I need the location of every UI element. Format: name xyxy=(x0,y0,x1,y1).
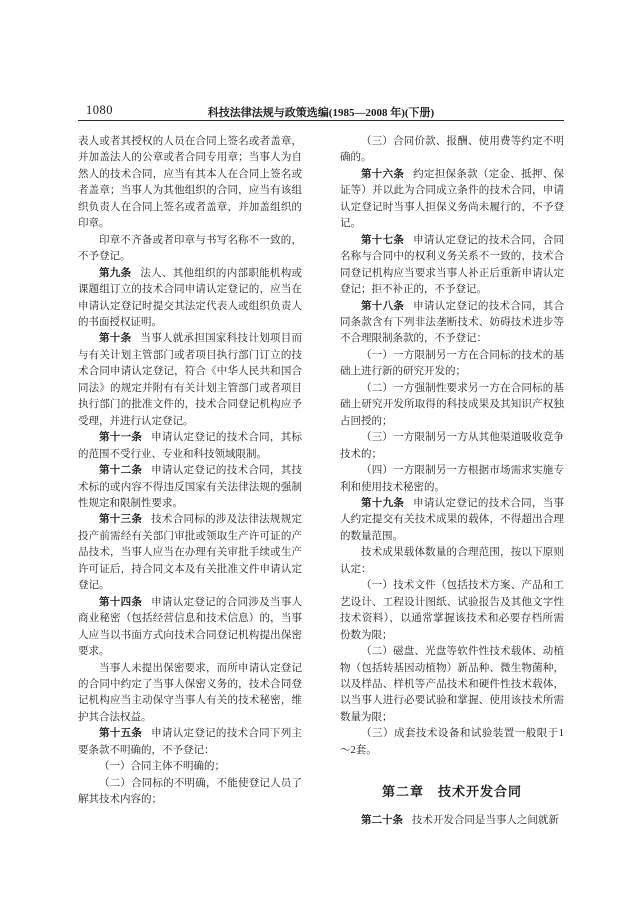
article-paragraph: 第十七条 申请认定登记的技术合同，合同名称与合同中的权利义务关系不一致的，技术合同登记机构应当要求当事人补正后重新申请认定登记；拒不补正的，不予登记。 xyxy=(340,234,565,296)
body-paragraph: 印章不齐备或者印章与书写名称不一致的，不予登记。 xyxy=(78,234,302,263)
body-paragraph: （一）合同主体不明确的； xyxy=(99,761,225,773)
left-text-column xyxy=(78,134,302,810)
article-number: 第十一条 xyxy=(99,432,143,444)
page-number: 1080 xyxy=(86,103,113,117)
article-number: 第十二条 xyxy=(99,465,143,477)
running-header xyxy=(78,103,564,121)
body-paragraph: （二）合同标的不明确，不能使登记人员了解其技术内容的； xyxy=(78,777,302,806)
article-paragraph: 第九条 法人、其他组织的内部职能机构或课题组订立的技术合同申请认定登记的，应当在申请认定登记时提交其法定代表人或组织负责人的书面授权证明。 xyxy=(78,267,303,328)
body-paragraph: 当事人未提出保密要求，而所申请认定登记的合同中约定了当事人保密义务的，技术合同登记机构应当主动保守当事人有关的技术秘密，维护其合法权益。 xyxy=(78,662,302,723)
article-paragraph: 第十一条 申请认定登记的技术合同，其标的范围不受行业、专业和科技领域限制。 xyxy=(78,432,303,460)
article-number: 第十六条 xyxy=(361,168,405,180)
body-paragraph: （一）技术文件（包括技术方案、产品和工艺设计、工程设计图纸、试验报告及其他文字性技术资料），以通常掌握该技术和必要存档所需份数为限； xyxy=(340,580,564,641)
body-paragraph: 技术成果载体数量的合理范围，按以下原则认定： xyxy=(340,547,564,575)
body-paragraph: （三）一方限制另一方从其他渠道吸收竞争技术的； xyxy=(340,432,564,460)
body-paragraph: （二）一方强制性要求另一方在合同标的基础上研究开发所取得的科技成果及其知识产权独占回授的； xyxy=(340,382,564,427)
book-title: 科技法律法规与政策选编(1985—2008 年)(下册) xyxy=(207,107,435,119)
article-number: 第二十条 xyxy=(361,815,403,827)
article-paragraph: 第十五条 申请认定登记的技术合同下列主要条款不明确的，不予登记： xyxy=(78,728,303,756)
article-number: 第十条 xyxy=(99,333,132,345)
body-paragraph: （三）合同价款、报酬、使用费等约定不明确的。 xyxy=(340,136,564,164)
body-paragraph: （三）成套技术设备和试验装置一般限于1～2套。 xyxy=(340,728,564,756)
article-paragraph: 第十二条 申请认定登记的技术合同，其技术标的或内容不得违反国家有关法律法规的强制性规定和限制性要求。 xyxy=(78,465,303,509)
article-paragraph: 第十八条 申请认定登记的技术合同，其合同条款含有下列非法垄断技术、妨碍技术进步等不合理限制条款的，不予登记： xyxy=(340,300,565,345)
right-text-column xyxy=(340,134,565,827)
text-columns xyxy=(78,134,565,827)
article-paragraph: 第十三条 技术合同标的涉及法律法规规定投产前需经有关部门审批或领取生产许可证的产品技术，当事人应当在办理有关审批手续或生产许可证后，持合同文本及有关批准文件申请认定登记。 xyxy=(78,514,303,592)
article-number: 第十四条 xyxy=(99,596,143,608)
body-paragraph: （二）磁盘、光盘等软件性技术载体、动植物（包括转基因动植物）新品种、微生物菌种，以及样品、样机等产品技术和硬件性技术载体，以当事人进行必要试验和掌握、使用该技术所需数量为限； xyxy=(340,646,564,723)
article-paragraph: 第十六条 约定担保条款（定金、抵押、保证等）并以此为合同成立条件的技术合同，申请认定登记时当事人担保义务尚未履行的，不予登记。 xyxy=(340,168,565,230)
chapter-heading: 第二章 技术开发合同 xyxy=(381,784,522,800)
article-number: 第十八条 xyxy=(361,300,405,312)
article-number: 第十九条 xyxy=(361,497,405,509)
article-paragraph: 第十九条 申请认定登记的技术合同，当事人约定提交有关技术成果的载体，不得超出合理的数量范围。 xyxy=(340,497,565,542)
article-number: 第十七条 xyxy=(361,234,405,246)
article-number: 第十三条 xyxy=(99,514,143,526)
article-number: 第九条 xyxy=(99,267,132,279)
article-paragraph: 第十条 当事人就承担国家科技计划项目而与有关计划主管部门或者项目执行部门订立的技术合同申请认定登记，符合《中华人民共和国合同法》的规定并附有有关计划主管部门或者项目执行部门的批准文件的，技术合同登记机构应予受理，并进行认定登记。 xyxy=(78,333,303,427)
article-paragraph: 第十四条 申请认定登记的合同涉及当事人商业秘密（包括经营信息和技术信息）的，当事人应当以书面方式向技术合同登记机构提出保密要求。 xyxy=(78,596,303,658)
body-paragraph: （一）一方限制另一方在合同标的技术的基础上进行新的研究开发的； xyxy=(340,349,564,378)
article-paragraph: 第二十条 技术开发合同是当事人之间就新 xyxy=(361,815,559,827)
body-paragraph: （四）一方限制另一方根据市场需求实施专利和使用技术秘密的。 xyxy=(340,465,564,493)
body-paragraph: 表人或者其授权的人员在合同上签名或者盖章，并加盖法人的公章或者合同专用章；当事人为自然人的技术合同，应当有其本人在合同上签名或者盖章；当事人为其他组织的合同，应当有该组织负责人在合同上签名或者盖章，并加盖组织的印章。 xyxy=(78,136,302,230)
header-rule xyxy=(78,120,564,121)
article-number: 第十五条 xyxy=(99,728,143,740)
